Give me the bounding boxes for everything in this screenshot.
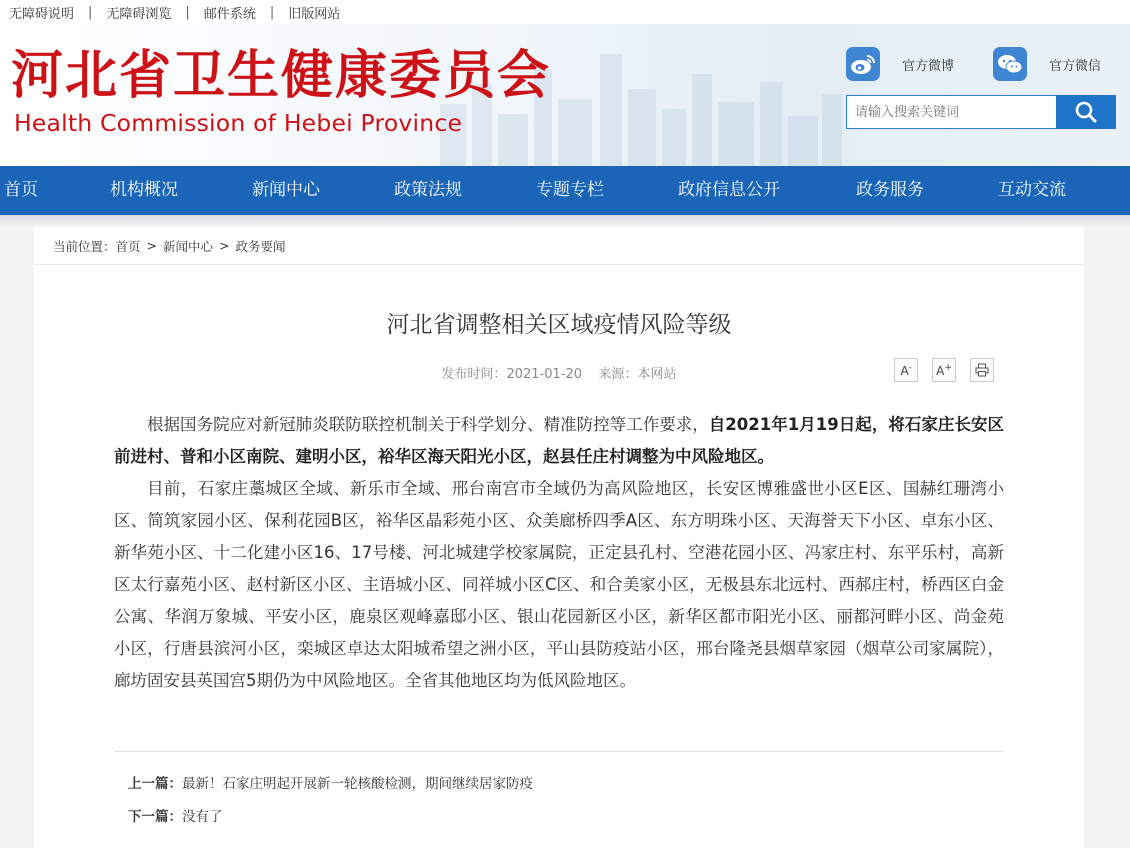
nav-home[interactable]: 首页 <box>4 180 38 200</box>
article-body <box>114 409 1004 697</box>
article-meta <box>34 363 1084 382</box>
search-box <box>846 95 1116 129</box>
breadcrumb-separator: > <box>219 238 230 253</box>
search-input[interactable] <box>846 95 1056 129</box>
main-nav <box>0 166 1130 215</box>
nav-topics[interactable]: 专题专栏 <box>536 180 604 200</box>
site-header <box>0 24 1130 166</box>
breadcrumb-gov-news[interactable]: 政务要闻 <box>235 238 286 254</box>
search-button[interactable] <box>1056 95 1116 129</box>
breadcrumb-news[interactable]: 新闻中心 <box>163 238 214 254</box>
separator: | <box>269 4 275 20</box>
publish-date: 2021-01-20 <box>506 367 582 382</box>
nav-about[interactable]: 机构概况 <box>110 180 178 200</box>
separator: | <box>88 4 93 20</box>
print-button[interactable] <box>970 358 994 382</box>
font-larger-glyph: A <box>936 363 945 378</box>
divider <box>114 751 1004 752</box>
nav-interaction[interactable]: 互动交流 <box>998 180 1066 200</box>
article-paragraph <box>114 409 1004 473</box>
source-label: 来源： <box>598 367 638 382</box>
nav-services[interactable]: 政务服务 <box>856 180 924 200</box>
article-title: 河北省调整相关区域疫情风险等级 <box>386 312 732 338</box>
weibo-link[interactable] <box>846 47 954 81</box>
article-source: 本网站 <box>637 367 677 382</box>
publish-label: 发布时间： <box>441 367 507 382</box>
font-larger-button[interactable] <box>932 358 956 382</box>
mail-system-link[interactable]: 邮件系统 <box>203 6 256 22</box>
font-larger-mark: + <box>944 362 952 373</box>
paragraph-emphasis: 自2021年1月19日起，将石家庄长安区前进村、普和小区南院、建明小区，裕华区海天阳光小区，赵县任庄村调整为中风险地区。 <box>114 415 1004 466</box>
weibo-icon <box>846 47 880 81</box>
site-title-english: Health Commission of Hebei Province <box>14 109 463 137</box>
font-larger-icon <box>936 363 952 378</box>
breadcrumb-home[interactable]: 首页 <box>115 238 141 254</box>
nav-policy[interactable]: 政策法规 <box>394 180 462 200</box>
breadcrumb <box>34 227 1084 265</box>
prev-article-link[interactable]: 最新！石家庄明起开展新一轮核酸检测，期间继续居家防疫 <box>182 776 533 792</box>
site-title[interactable]: 河北省卫生健康委员会 <box>11 46 552 106</box>
nav-news[interactable]: 新闻中心 <box>252 180 320 200</box>
wechat-label: 官方微信 <box>1049 58 1102 74</box>
next-article-text: 没有了 <box>182 809 223 825</box>
paragraph-text: 根据国务院应对新冠肺炎联防联控机制关于科学划分、精准防控等工作要求， <box>147 415 709 434</box>
next-label: 下一篇： <box>128 809 182 825</box>
old-site-link[interactable]: 旧版网站 <box>288 6 341 22</box>
breadcrumb-separator: > <box>146 238 158 253</box>
search-icon <box>1074 100 1098 124</box>
prev-label: 上一篇： <box>128 776 182 792</box>
print-icon <box>975 363 989 377</box>
accessibility-browse-link[interactable]: 无障碍浏览 <box>106 6 172 22</box>
prev-article <box>128 772 533 792</box>
font-smaller-button[interactable] <box>894 358 918 382</box>
breadcrumb-prefix: 当前位置： <box>53 238 116 254</box>
font-smaller-glyph: A <box>900 363 909 378</box>
wechat-link[interactable] <box>993 47 1101 81</box>
nav-shadow <box>0 215 1130 226</box>
article-paragraph: 目前，石家庄藁城区全域、新乐市全域、邢台南宫市全域仍为高风险地区，长安区博雅盛世小区E区、国赫红珊湾小区、简筑家园小区、保利花园B区，裕华区晶彩苑小区、众美廊桥四季A区、东方明珠小区、天海誉天下小区、卓东小区、新华苑小区、十二化建小区16、17号楼、河北城建学校家属院，正定县孔村、空港花园小区、冯家庄村、东平乐村，高新区太行嘉苑小区、赵村新区小区、主语城小区、同祥城小区C区、和合美家小区，无极县东北远村、西郝庄村，桥西区白金公寓、华润万象城、平安小区，鹿泉区观峰嘉邸小区、银山花园新区小区，新华区都市阳光小区、丽都河畔小区、尚金苑小区，行唐县滨河小区，栾城区卓达太阳城希望之洲小区，平山县防疫站小区，邢台隆尧县烟草家园（烟草公司家属院），廊坊固安县英国宫5期仍为中风险地区。全省其他地区均为低风险地区。 <box>114 479 1004 690</box>
wechat-icon <box>993 47 1027 81</box>
accessibility-info-link[interactable]: 无障碍说明 <box>9 6 75 22</box>
utility-bar <box>0 0 1130 24</box>
separator: | <box>185 4 190 20</box>
weibo-label: 官方微博 <box>902 58 955 74</box>
font-smaller-icon <box>900 363 911 378</box>
nav-gov-info[interactable]: 政府信息公开 <box>678 180 780 200</box>
content-panel <box>34 227 1084 848</box>
font-smaller-mark: - <box>908 362 912 372</box>
next-article <box>128 805 223 825</box>
